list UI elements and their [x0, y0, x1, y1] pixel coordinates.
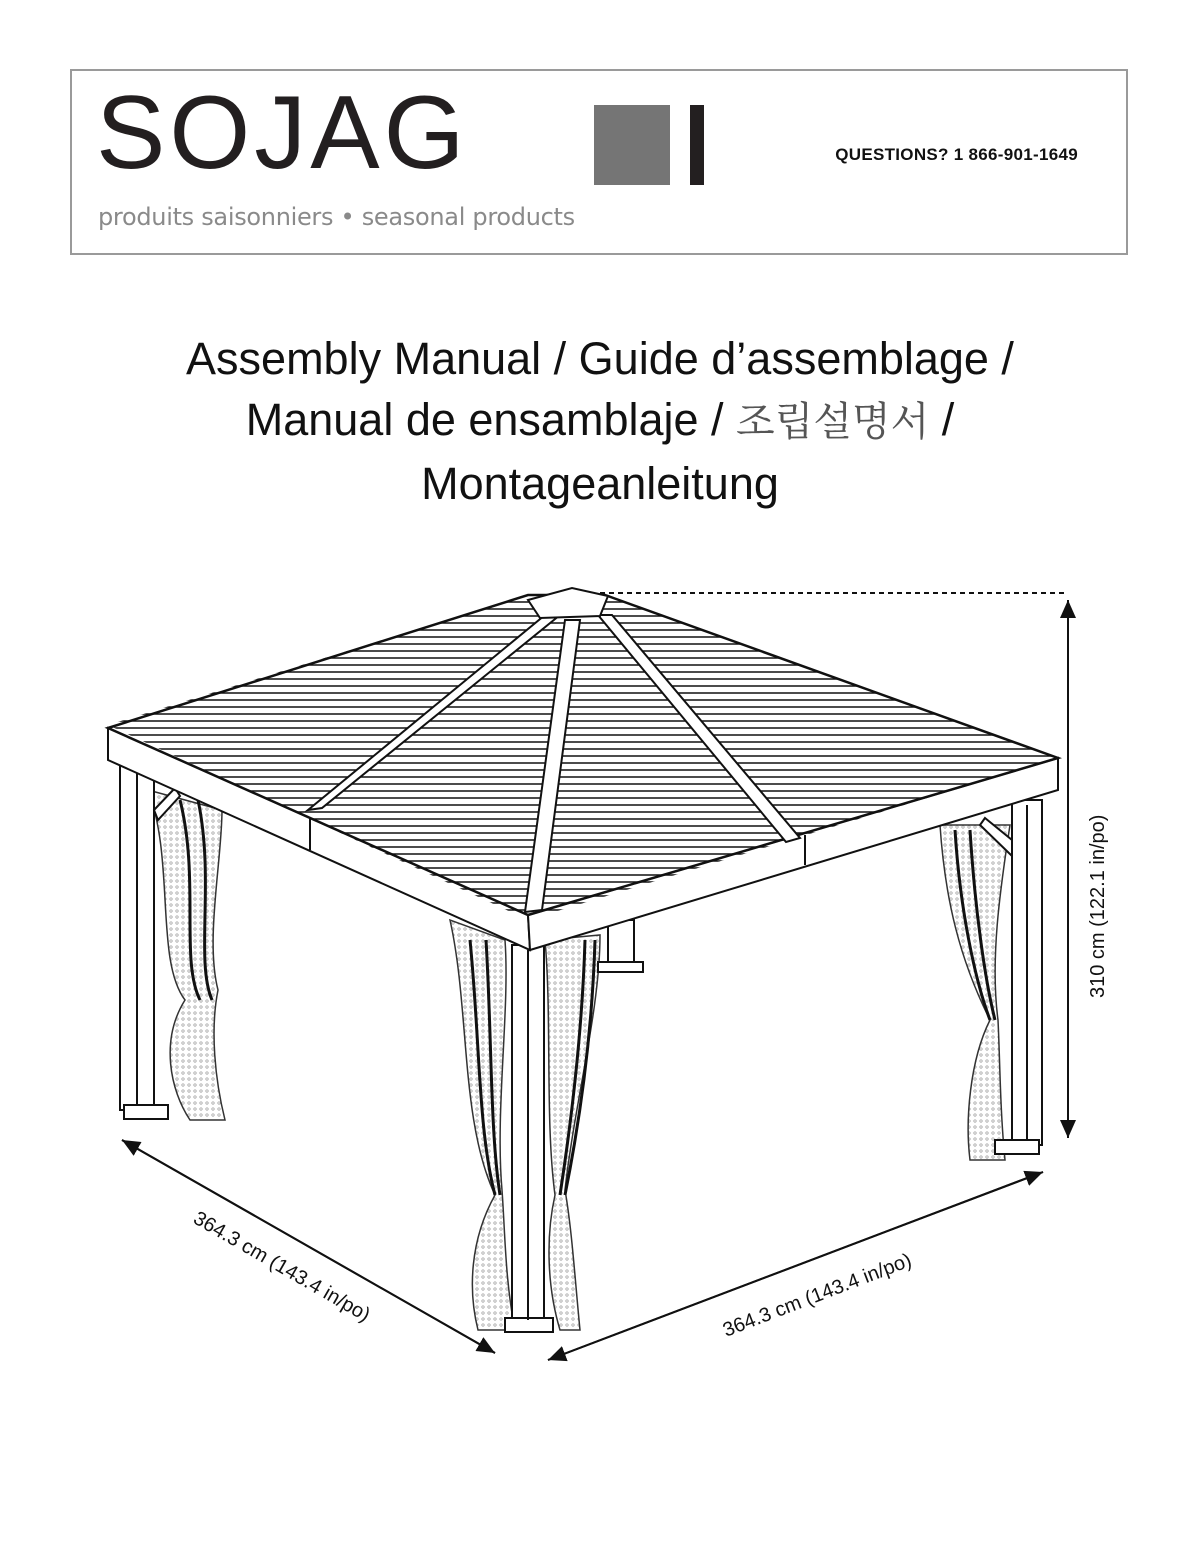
title-line-3: Montageanleitung — [421, 458, 779, 509]
document-title — [0, 328, 1200, 514]
logo-bar-mark — [690, 105, 704, 185]
roof-panels — [100, 588, 1060, 915]
title-spanish: Manual de ensamblaje / — [245, 394, 737, 445]
depth-dimension-label: 364.3 cm (143.4 in/po) — [189, 1207, 374, 1327]
brand-tagline: produits saisonniers • seasonal products — [98, 203, 575, 231]
title-slash: / — [929, 394, 955, 445]
height-dimension-label: 310 cm (122.1 in/po) — [1087, 814, 1109, 998]
title-line-1: Assembly Manual / Guide d’assemblage / — [186, 333, 1014, 384]
title-line-2 — [0, 389, 1200, 453]
questions-phone: QUESTIONS? 1 866-901-1649 — [835, 145, 1078, 164]
logo-square-mark — [594, 105, 670, 185]
header-box — [70, 69, 1128, 255]
brand-logo-text: SOJAG — [96, 75, 469, 191]
gazebo-illustration — [0, 560, 1200, 1380]
width-dimension-label: 364.3 cm (143.4 in/po) — [719, 1249, 915, 1342]
title-korean: 조립설명서 — [736, 399, 930, 445]
